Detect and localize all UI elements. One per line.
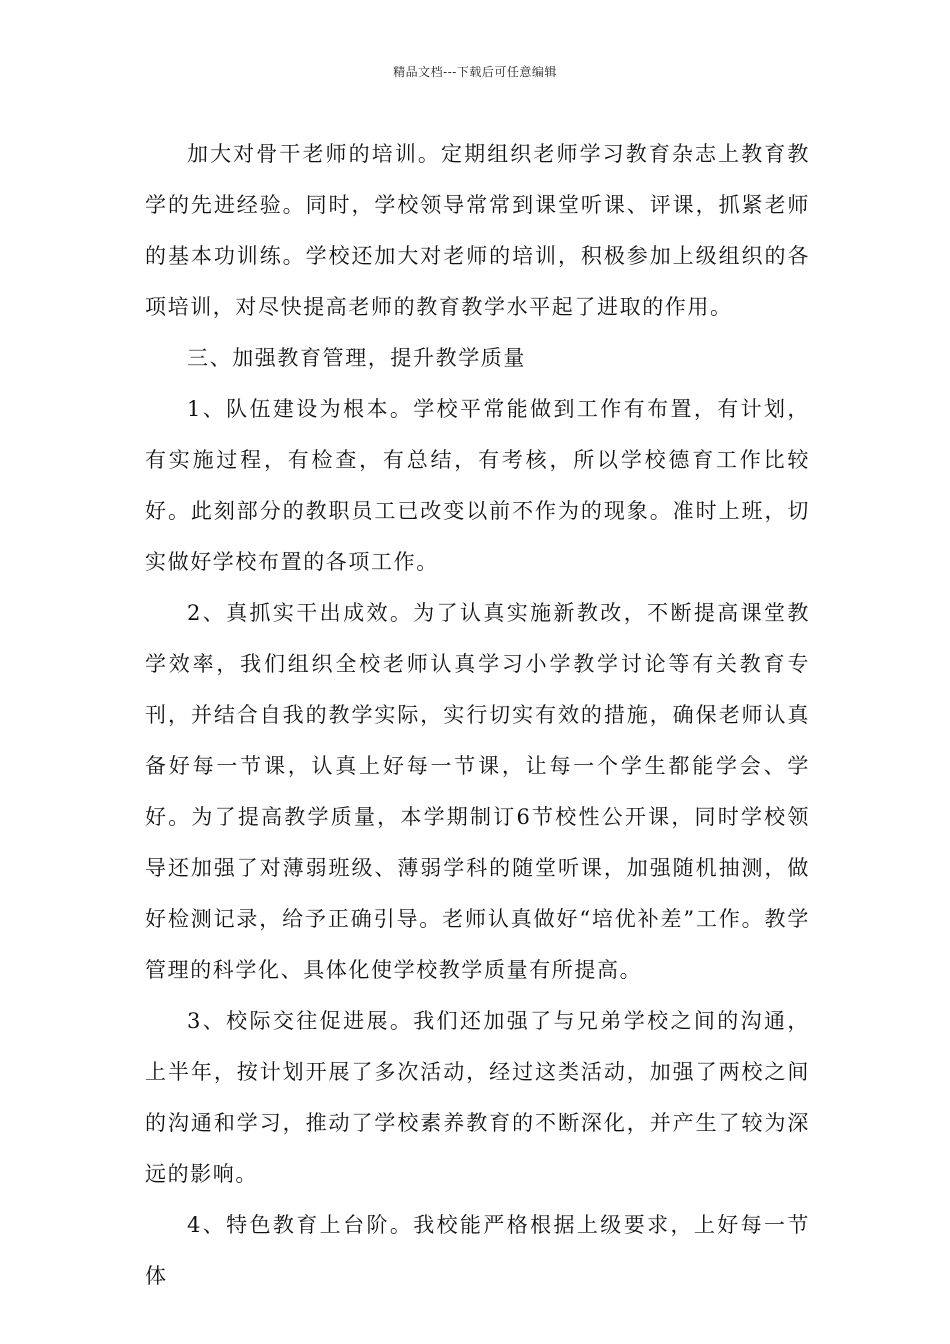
page-header: 精品文档---下载后可任意编辑 bbox=[393, 65, 557, 79]
paragraph-item-3: 3、校际交往促进展。我们还加强了与兄弟学校之间的沟通，上半年，按计划开展了多次活动，经过这类活动，加强了两校之间的沟通和学习，推动了学校素养教育的不断深化，并产生了较为深远的影响。 bbox=[145, 1009, 810, 1186]
paragraph-item-1: 1、队伍建设为根本。学校平常能做到工作有布置，有计划，有实施过程，有检查，有总结，有考核，所以学校德育工作比较好。此刻部分的教职员工已改变以前不作为的现象。准时上班，切实做好学校布置的各项工作。 bbox=[145, 397, 810, 574]
paragraph-teacher-training: 加大对骨干老师的培训。定期组织老师学习教育杂志上教育教学的先进经验。同时，学校领导常常到课堂听课、评课，抓紧老师的基本功训练。学校还加大对老师的培训，积极参加上级组织的各项培训，对尽快提高老师的教育教学水平起了进取的作用。 bbox=[145, 142, 810, 319]
section-heading-3: 三、加强教育管理，提升教学质量 bbox=[187, 346, 526, 370]
paragraph-item-2: 2、真抓实干出成效。为了认真实施新教改，不断提高课堂教学效率，我们组织全校老师认真学习小学教学讨论等有关教育专刊，并结合自我的教学实际，实行切实有效的措施，确保老师认真备好每一节课，认真上好每一节课，让每一个学生都能学会、学好。为了提高教学质量，本学期制订6节校性公开课，同时学校领导还加强了对薄弱班级、薄弱学科的随堂听课，加强随机抽测，做好检测记录，给予正确引导。老师认真做好“培优补差”工作。教学管理的科学化、具体化使学校教学质量有所提高。 bbox=[145, 601, 810, 982]
document-body bbox=[145, 129, 810, 1302]
paragraph-item-4: 4、特色教育上台阶。我校能严格根据上级要求，上好每一节体 bbox=[145, 1213, 810, 1288]
